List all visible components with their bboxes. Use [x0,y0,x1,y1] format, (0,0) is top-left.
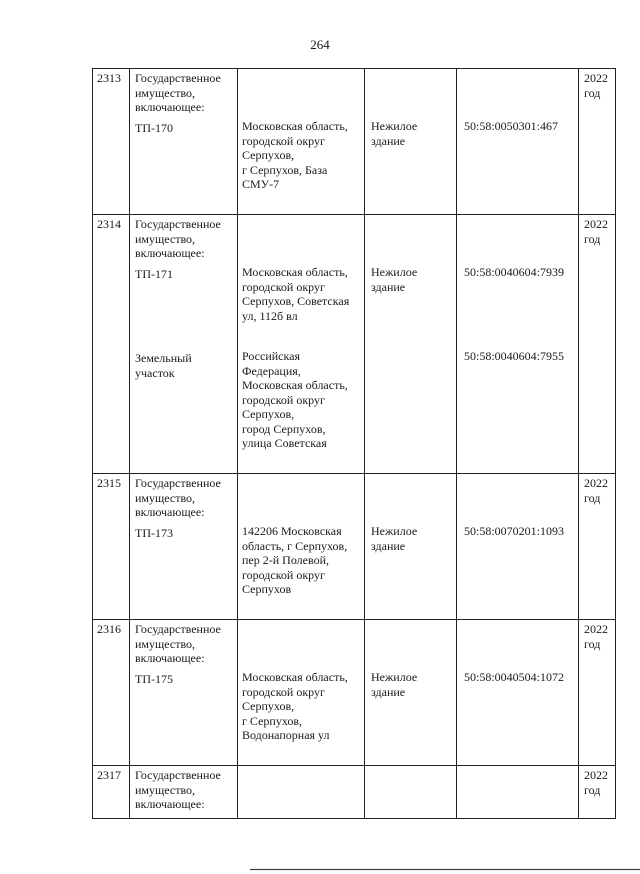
record-number-cell [93,474,130,620]
address-cell [238,69,365,215]
object-name: ТП-171 [135,267,173,281]
object-address: Московская область, городской округ Серпухов, г Серпухов, База СМУ-7 [242,119,348,191]
object-name: ТП-173 [135,526,173,540]
address-cell [238,620,365,766]
group-heading: Государственное имущество, включающее: [135,71,221,114]
group-heading: Государственное имущество, включающее: [135,768,221,811]
object-address: Московская область, городской округ Серпухов, Советская ул, 112б вл [242,265,350,323]
record-number-cell [93,69,130,215]
group-heading: Государственное имущество, включающее: [135,217,221,260]
object-type: Нежилое здание [371,670,418,699]
record-year: 2022 год [584,217,608,246]
cadastral-number-cell [457,474,579,620]
object-name: Земельный участок [135,351,192,380]
heading-spacer [464,766,576,816]
heading-spacer [371,69,453,119]
cadastral-number-cell [457,69,579,215]
scan-edge-line [250,868,640,871]
heading-spacer [371,215,453,265]
heading-spacer [464,474,576,524]
heading-spacer [242,215,361,265]
object-type-cell [365,215,457,474]
year-cell [579,474,616,620]
record-year: 2022 год [584,768,608,797]
record-year: 2022 год [584,71,608,100]
object-address: 142206 Московская область, г Серпухов, пер 2-й Полевой, городской округ Серпухов [242,524,348,596]
heading-spacer [371,474,453,524]
heading-spacer [464,620,576,670]
object-name-cell [130,215,238,474]
object-type-cell [365,474,457,620]
object-type: Нежилое здание [371,265,418,294]
object-name-cell [130,766,238,819]
heading-spacer [371,620,453,670]
registry-row [93,215,616,474]
cadastral-number-cell [457,766,579,819]
cadastral-number-cell [457,620,579,766]
registry-body [93,69,616,819]
object-type-cell [365,620,457,766]
group-heading: Государственное имущество, включающее: [135,476,221,519]
heading-spacer [242,69,361,119]
record-number: 2315 [97,476,121,490]
object-type: Нежилое здание [371,119,418,148]
cadastral-number-cell [457,215,579,474]
object-name-cell [130,474,238,620]
cadastral-number: 50:58:0040604:7939 [464,265,565,279]
object-address: Российская Федерация, Московская область, городской округ Серпухов, город Серпухов, улица Советская [242,349,348,450]
page-number: 264 [310,37,330,52]
record-number: 2313 [97,71,121,85]
record-number: 2316 [97,622,121,636]
year-cell [579,620,616,766]
heading-spacer [371,766,453,816]
object-name-cell [130,69,238,215]
registry-row [93,474,616,620]
heading-spacer [242,620,361,670]
record-number: 2314 [97,217,121,231]
record-number-cell [93,215,130,474]
record-number-cell [93,620,130,766]
object-name: ТП-175 [135,672,173,686]
address-cell [238,474,365,620]
year-cell [579,215,616,474]
heading-spacer [464,215,576,265]
cadastral-number: 50:58:0050301:467 [464,119,559,133]
address-cell [238,215,365,474]
record-number-cell [93,766,130,819]
registry-row [93,69,616,215]
group-heading: Государственное имущество, включающее: [135,622,221,665]
registry-row [93,766,616,819]
cadastral-number: 50:58:0040504:1072 [464,670,565,684]
record-year: 2022 год [584,622,608,651]
heading-spacer [464,69,576,119]
object-type: Нежилое здание [371,524,418,553]
object-name-cell [130,620,238,766]
year-cell [579,69,616,215]
object-type-cell [365,69,457,215]
property-registry-table [92,68,616,819]
year-cell [579,766,616,819]
record-number: 2317 [97,768,121,782]
address-cell [238,766,365,819]
object-name: ТП-170 [135,121,173,135]
heading-spacer [242,474,361,524]
object-address: Московская область, городской округ Серпухов, г Серпухов, Водонапорная ул [242,670,348,742]
object-type [371,349,453,471]
cadastral-number: 50:58:0040604:7955 [464,349,565,363]
object-type-cell [365,766,457,819]
heading-spacer [242,766,361,816]
registry-row [93,620,616,766]
cadastral-number: 50:58:0070201:1093 [464,524,565,538]
record-year: 2022 год [584,476,608,505]
